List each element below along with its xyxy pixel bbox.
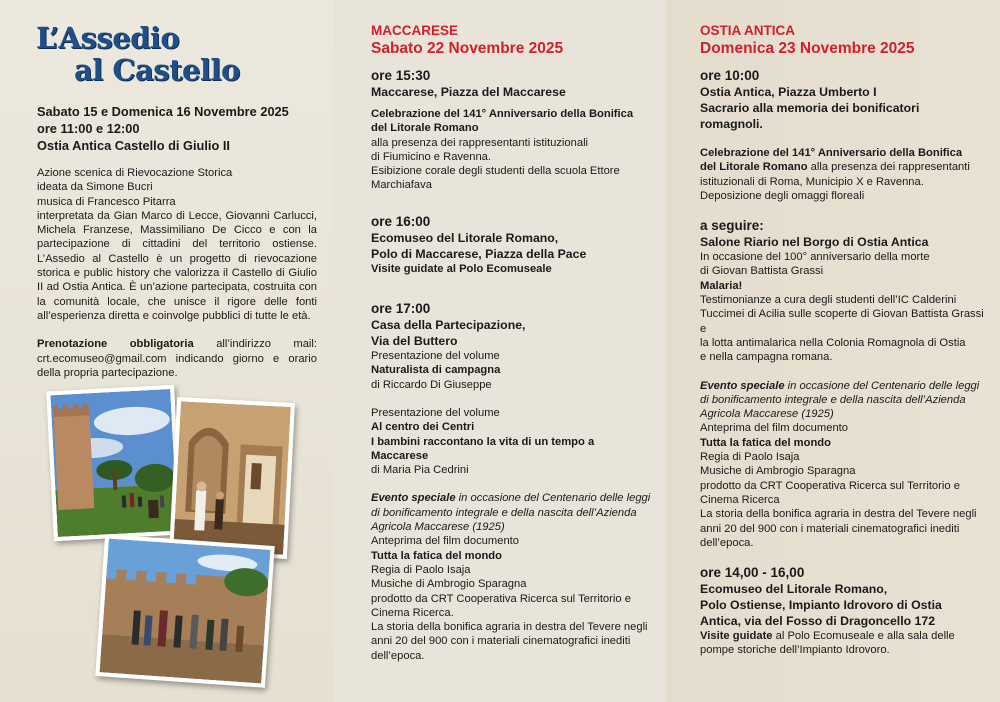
o3-special-text: in occasione del Centenario delle leggi xyxy=(784,379,980,392)
event-times: ore 11:00 e 12:00 xyxy=(37,121,140,136)
maccarese-location: MACCARESE xyxy=(371,23,459,38)
event-place: Ostia Antica Castello di Giulio II xyxy=(37,138,230,153)
s4-line-5: La storia della bonifica agraria in destra del Tevere negli xyxy=(371,621,648,634)
o1-title2-rest: alla presenza dei rappresentanti xyxy=(807,161,970,174)
photo-castle xyxy=(46,385,182,541)
s2-time: ore 16:00 xyxy=(371,213,431,229)
o1-title2-line xyxy=(700,160,992,174)
o4-time: ore 14,00 - 16,00 xyxy=(700,565,805,581)
maccarese-date: Sabato 22 Novembre 2025 xyxy=(371,40,564,57)
desc-paragraph: interpretata da Gian Marco di Lecce, Giovanni Carlucci, Michela Franzese, Massimiliano De Cicco e con la partecipazione di cittadini del territorio ostiense. L’Assedio al Castello è un progetto di rievocazione storica e public history che valorizza il Castello di Giulio II ad Ostia Antica. È un’azione partecipata, costruita con la comunità locale, che unisce il rigore delle fonti all’esperienza diretta e coinvolge pubblici di tutte le età. xyxy=(37,209,317,322)
photo-walls xyxy=(95,534,274,688)
o3-special xyxy=(700,379,992,393)
castle-scene-image xyxy=(50,389,177,537)
o3-line-7: dell’epoca. xyxy=(700,536,754,549)
s1-place: Maccarese, Piazza del Maccarese xyxy=(371,85,566,99)
o4-place1: Ecomuseo del Litorale Romano, xyxy=(700,582,888,597)
o3-film: Tutta la fatica del mondo xyxy=(700,436,831,449)
s4-special-label: Evento speciale xyxy=(371,492,456,505)
right-panel xyxy=(666,0,1000,702)
o4-visits-label: Visite guidate xyxy=(700,630,773,643)
o2-line1-1: In occasione del 100° anniversario della morte xyxy=(700,251,930,264)
s4-special-line-2: Agricola Maccarese (1925) xyxy=(371,521,505,534)
desc-line-1: Azione scenica di Rievocazione Storica xyxy=(37,167,233,179)
s3-book2c: Maccarese xyxy=(371,449,429,462)
middle-panel xyxy=(333,0,666,702)
o1-line-2: Deposizione degli omaggi floreali xyxy=(700,189,865,202)
o1-time: ore 10:00 xyxy=(700,68,760,83)
booking-text: all’indirizzo mail: crt.ecomuseo@gmail.com indicando giorno e orario della propria partecipazione. xyxy=(37,338,317,379)
s3-author1: di Riccardo Di Giuseppe xyxy=(371,378,492,391)
logo-line2: al Castello xyxy=(74,53,240,87)
s1-line-1: alla presenza dei rappresentanti istituzionali xyxy=(371,136,589,149)
ostia-date: Domenica 23 Novembre 2025 xyxy=(700,40,915,57)
s2-sub: Visite guidate al Polo Ecomuseale xyxy=(371,262,552,275)
booking-paragraph xyxy=(37,337,317,380)
o3-line-3: prodotto da CRT Cooperativa Ricerca sul Territorio e xyxy=(700,479,960,492)
o2-line2-3: la lotta antimalarica nella Colonia Romagnola di Ostia xyxy=(700,336,966,349)
walls-scene-image xyxy=(100,539,271,684)
s3-book1: Naturalista di campagna xyxy=(371,364,501,377)
o4-place2: Polo Ostiense, Impianto Idrovoro di Ostia xyxy=(700,598,942,613)
s4-line-7: dell’epoca. xyxy=(371,649,425,662)
s3-time: ore 17:00 xyxy=(371,301,431,317)
o3-line-5: La storia della bonifica agraria in destra del Tevere negli xyxy=(700,508,977,521)
o2-line2-4: e nella campagna romana. xyxy=(700,351,833,364)
o3-line-6: anni 20 del 900 con i materiali cinematografici inediti xyxy=(700,522,960,535)
o2-line1-2: di Giovan Battista Grassi xyxy=(700,265,824,278)
s3-place2: Via del Buttero xyxy=(371,334,458,349)
s4-special-text: in occasione del Centenario delle leggi xyxy=(455,492,651,505)
o3-special-line-1: di bonificamento integrale e della nascita dell’Azienda xyxy=(700,393,966,406)
o4-visits-text: al Polo Ecomuseale e alla sala delle xyxy=(772,630,955,643)
left-panel xyxy=(0,0,333,702)
o3-special-label: Evento speciale xyxy=(700,379,785,392)
o2-line2-1: Testimonianze a cura degli studenti dell’IC Calderini xyxy=(700,294,957,307)
o3-line-1: Regia di Paolo Isaja xyxy=(700,451,800,464)
booking-label: Prenotazione obbligatoria xyxy=(37,338,194,351)
s3-place1: Casa della Partecipazione, xyxy=(371,318,526,333)
logo-title xyxy=(36,22,240,86)
o1-place2: Sacrario alla memoria dei bonificatori xyxy=(700,101,920,115)
photo-interior xyxy=(169,397,295,559)
o3-line-2: Musiche di Ambrogio Sparagna xyxy=(700,465,856,478)
o4-visits-line2: pompe storiche dell’Impianto Idrovoro. xyxy=(700,644,890,657)
s1-line-3: Esibizione corale degli studenti della scuola Ettore xyxy=(371,165,620,178)
s4-line-6: anni 20 del 900 con i materiali cinematografici inediti xyxy=(371,635,631,648)
s1-title2: del Litorale Romano xyxy=(371,122,479,135)
s4-line-3: prodotto da CRT Cooperativa Ricerca sul Territorio e xyxy=(371,592,631,605)
o4-visits xyxy=(700,629,992,643)
s3-author2: di Maria Pia Cedrini xyxy=(371,464,469,477)
interior-scene-image xyxy=(173,401,291,555)
s3-book2b: I bambini raccontano la vita di un tempo a xyxy=(371,435,595,448)
s1-line-4: Marchiafava xyxy=(371,179,432,192)
o3-special-line-2: Agricola Maccarese (1925) xyxy=(700,408,834,421)
s4-special xyxy=(371,491,661,505)
o2-place: Salone Riario nel Borgo di Ostia Antica xyxy=(700,235,929,250)
o3-preview: Anteprima del film documento xyxy=(700,422,848,435)
o2-heading: a seguire: xyxy=(700,218,764,234)
s3-pres2: Presentazione del volume xyxy=(371,406,500,419)
s1-time: ore 15:30 xyxy=(371,68,431,83)
ostia-location: OSTIA ANTICA xyxy=(700,23,795,38)
o3-line-4: Cinema Ricerca xyxy=(700,493,780,506)
s4-line-1: Regia di Paolo Isaja xyxy=(371,563,471,576)
o2-line2-2: Tuccimei di Acilia sulle scoperte di Giovan Battista Grassi e xyxy=(700,308,984,335)
event-dates: Sabato 15 e Domenica 16 Novembre 2025 xyxy=(37,104,289,119)
o1-line-1: istituzionali di Roma, Municipio X e Ravenna. xyxy=(700,175,924,188)
o1-title2: del Litorale Romano xyxy=(700,161,808,174)
s4-preview: Anteprima del film documento xyxy=(371,535,519,548)
s2-place2: Polo di Maccarese, Piazza della Pace xyxy=(371,246,587,261)
o2-malaria: Malaria! xyxy=(700,279,743,292)
desc-line-3: musica di Francesco Pitarra xyxy=(37,195,176,208)
s2-place1: Ecomuseo del Litorale Romano, xyxy=(371,230,559,245)
s4-special-line-1: di bonificamento integrale e della nascita dell’Azienda xyxy=(371,506,637,519)
s3-pres1: Presentazione del volume xyxy=(371,350,500,363)
s3-book2a: Al centro dei Centri xyxy=(371,421,475,434)
logo-line1: L’Assedio xyxy=(36,21,180,55)
o1-title1: Celebrazione del 141° Anniversario della Bonifica xyxy=(700,147,963,159)
o1-place1: Ostia Antica, Piazza Umberto I xyxy=(700,85,877,99)
s4-line-2: Musiche di Ambrogio Sparagna xyxy=(371,578,527,591)
s4-film: Tutta la fatica del mondo xyxy=(371,549,502,562)
s1-title1: Celebrazione del 141° Anniversario della Bonifica xyxy=(371,108,634,120)
s1-line-2: di Fiumicino e Ravenna. xyxy=(371,150,492,163)
desc-line-2: ideata da Simone Bucri xyxy=(37,181,153,194)
s4-line-4: Cinema Ricerca. xyxy=(371,606,454,619)
o4-place3: Antica, via del Fosso di Dragoncello 172 xyxy=(700,614,936,629)
o1-place3: romagnoli. xyxy=(700,117,763,131)
